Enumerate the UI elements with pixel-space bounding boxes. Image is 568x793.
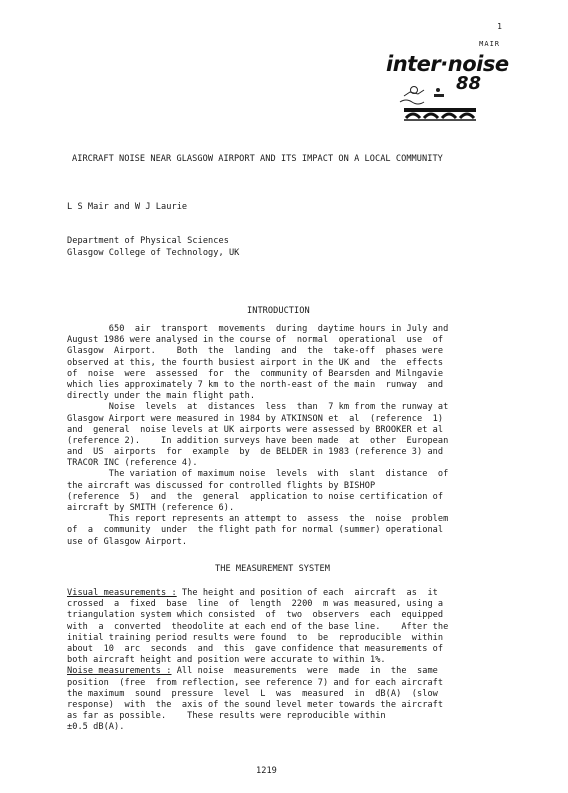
measurement-body [67,588,497,733]
body-line: which lies approximately 7 km to the north-east of the main runway and [67,379,444,390]
body-line: initial training period results were found to be reproducible within [67,632,444,643]
body-line: position (free from reflection, see reference 7) and for each aircraft [67,677,444,688]
paper-authors: L S Mair and W J Laurie [67,202,188,212]
body-line: Noise measurements : All noise measurements were made in the same [67,666,438,677]
section-heading-measurement-system: THE MEASUREMENT SYSTEM [215,564,330,574]
body-line: crossed a fixed base line of length 2200 m was measured, using a [67,599,444,610]
affiliation-college: Glasgow College of Technology, UK [67,248,240,258]
body-line: Glasgow Airport were measured in 1984 by ATKINSON et al (reference 1) [67,413,444,424]
body-line: of noise were assessed for the community of Bearsden and Milngavie [67,368,444,379]
body-line: use of Glasgow Airport. [67,536,188,547]
conference-logo-year: 88 [456,73,482,94]
page-number: 1 [497,22,502,31]
body-line: (reference 5) and the general application to noise certification of [67,491,444,502]
body-line: response) with the axis of the sound level meter towards the aircraft [67,699,444,710]
body-line: The variation of maximum noise levels with slant distance of [67,469,449,480]
body-line: This report represents an attempt to assess the noise problem [67,514,449,525]
body-line: the aircraft was discussed for controlled flights by BISHOP [67,480,376,491]
body-line: both aircraft height and position were accurate to within 1%. [67,655,386,666]
page-footer-number: 1219 [256,766,277,776]
body-line: aircraft by SMITH (reference 6). [67,503,235,513]
body-line: observed at this, the fourth busiest airport in the UK and the effects [67,357,444,368]
subheading-visual-measurements: Visual measurements : [67,588,177,598]
body-line: Noise levels at distances less than 7 km from the runway at [67,402,449,413]
conference-logo-text: inter·noise [386,52,509,76]
body-line: August 1986 were analysed in the course of normal operational use of [67,335,444,346]
body-line: of a community under the flight path for normal (summer) operational [67,525,444,536]
body-line: and general noise levels at UK airports were assessed by BROOKER et al [67,424,444,435]
introduction-body [67,324,497,548]
body-line: Visual measurements : The height and position of each aircraft as it [67,588,438,598]
body-line: Glasgow Airport. Both the landing and the take-off phases were [67,346,444,357]
paper-title: AIRCRAFT NOISE NEAR GLASGOW AIRPORT AND ITS IMPACT ON A LOCAL COMMUNITY [72,154,443,164]
section-heading-introduction: INTRODUCTION [247,306,310,316]
body-line: 650 air transport movements during daytime hours in July and [67,324,449,334]
body-line: and US airports for example by de BELDER in 1983 (reference 3) and [67,447,444,458]
conference-logo-bridge-icon [380,70,500,122]
body-line: ±0.5 dB(A). [67,722,125,733]
body-line: TRACOR INC (reference 4). [67,458,198,469]
body-line: as far as possible. These results were reproducible within [67,711,386,722]
subheading-noise-measurements: Noise measurements : [67,666,172,677]
body-line: about 10 arc seconds and this gave confidence that measurements of [67,643,444,654]
body-line: (reference 2). In addition surveys have been made at other European [67,435,449,446]
body-line: with a converted theodolite at each end of the base line. After the [67,621,449,632]
body-line: triangulation system which consisted of two observers each equipped [67,610,444,621]
affiliation-department: Department of Physical Sciences [67,236,229,246]
body-line: directly under the main flight path. [67,391,256,402]
body-line: the maximum sound pressure level L was measured in dB(A) (slow [67,688,438,699]
author-code: MAIR [479,40,500,48]
